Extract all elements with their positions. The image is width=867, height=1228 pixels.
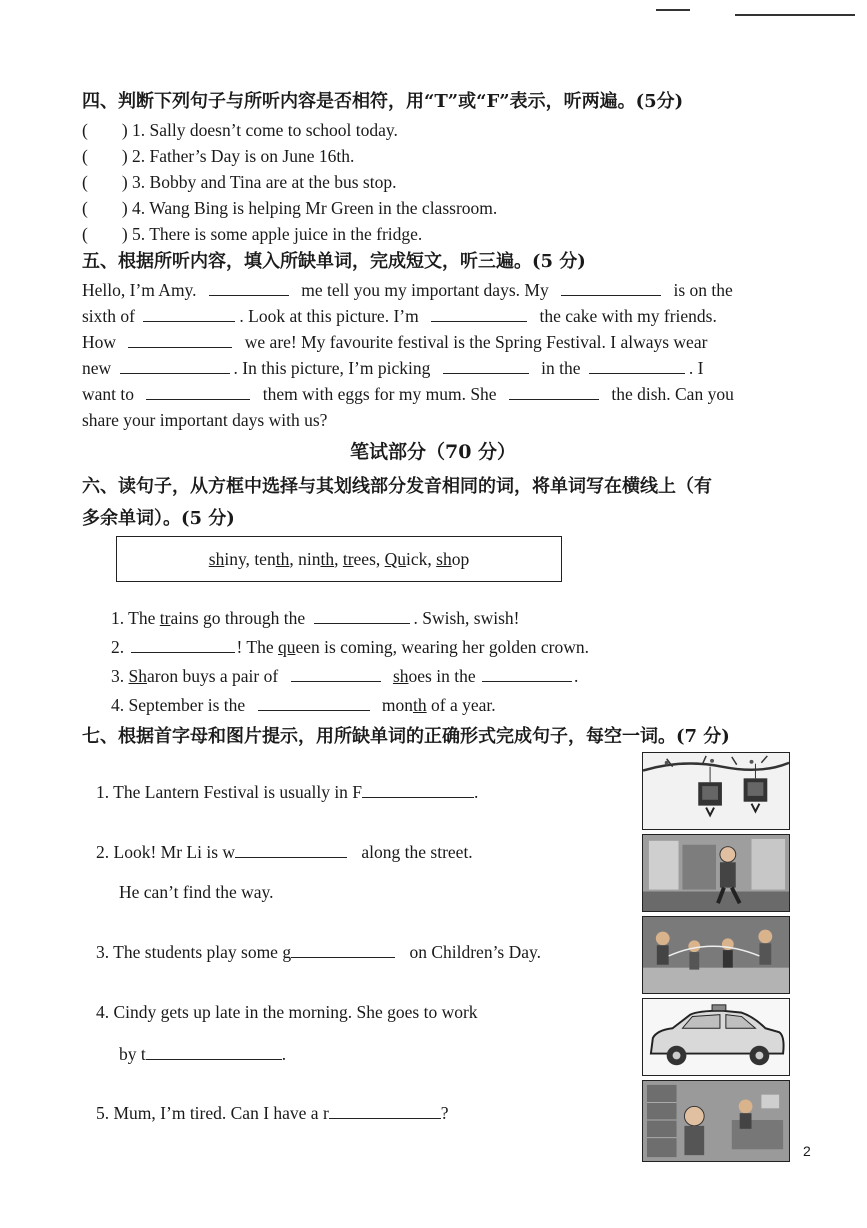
s7-question-2b: He can’t find the way. — [119, 882, 274, 902]
answer-blank[interactable] — [314, 607, 410, 624]
section-6-title-line1: 六、读句子，从方框中选择与其划线部分发音相同的词，将单词写在横线上（有 — [82, 476, 712, 497]
answer-blank[interactable] — [235, 841, 347, 858]
s4-item-1 — [82, 119, 398, 141]
s5-line-2 — [82, 305, 717, 327]
open-paren: ( — [82, 224, 88, 244]
s6-question-4: 4. September is the month of a year. — [111, 695, 496, 715]
street-picture — [642, 834, 790, 912]
text: new — [82, 358, 112, 378]
close-paren: ) — [121, 146, 128, 166]
text: in the — [541, 358, 581, 378]
s4-item-2 — [82, 145, 354, 167]
s5-line-3 — [82, 331, 707, 353]
close-paren: ) — [121, 224, 128, 244]
rest-picture — [642, 1080, 790, 1162]
top-rule-right — [735, 14, 855, 16]
s4-item-text: 1. Sally doesn’t come to school today. — [132, 120, 398, 140]
word-option: shiny, — [208, 549, 250, 569]
text: sixth of — [82, 306, 135, 326]
answer-blank[interactable] — [561, 279, 661, 296]
answer-blank[interactable] — [131, 636, 235, 653]
page-number: 2 — [803, 1143, 811, 1159]
text: want to — [82, 384, 135, 404]
top-rule-left — [656, 9, 690, 11]
s6-question-2: 2. ! The queen is coming, wearing her golden crown. — [111, 637, 589, 657]
text: is on the — [673, 280, 733, 300]
s4-item-text: 4. Wang Bing is helping Mr Green in the classroom. — [132, 198, 498, 218]
s4-item-3 — [82, 171, 396, 193]
text: . I — [688, 358, 704, 378]
answer-blank[interactable] — [362, 781, 474, 798]
word-box — [116, 536, 562, 582]
answer-blank[interactable] — [589, 357, 685, 374]
answer-blank[interactable] — [143, 305, 235, 322]
answer-blank[interactable] — [291, 941, 395, 958]
text: How — [82, 332, 117, 352]
text: . Look at this picture. I’m — [239, 306, 419, 326]
s5-line-5 — [82, 383, 734, 405]
answer-blank[interactable] — [443, 357, 529, 374]
written-part-title: 笔试部分（70 分） — [350, 441, 517, 463]
s6-question-3: 3. Sharon buys a pair of shoes in the . — [111, 666, 579, 686]
section-7-title: 七、根据首字母和图片提示，用所缺单词的正确形式完成句子，每空一词。(7 分) — [82, 726, 730, 747]
s4-item-5 — [82, 223, 422, 245]
s4-item-4 — [82, 197, 497, 219]
open-paren: ( — [82, 172, 88, 192]
answer-blank[interactable] — [128, 331, 232, 348]
s4-item-text: 3. Bobby and Tina are at the bus stop. — [132, 172, 397, 192]
close-paren: ) — [121, 120, 128, 140]
word-option: trees, — [342, 549, 381, 569]
text: . In this picture, I’m picking — [233, 358, 431, 378]
open-paren: ( — [82, 198, 88, 218]
answer-blank[interactable] — [209, 279, 289, 296]
answer-blank[interactable] — [509, 383, 599, 400]
answer-blank[interactable] — [482, 665, 572, 682]
s7-question-4b: by t . — [119, 1044, 287, 1064]
s7-question-4: 4. Cindy gets up late in the morning. She goes to work — [96, 1002, 478, 1022]
s5-line-6: share your important days with us? — [82, 410, 328, 430]
s5-line-1 — [82, 279, 733, 301]
section-5-title: 五、根据所听内容，填入所缺单词，完成短文，听三遍。(5 分) — [82, 251, 586, 272]
lantern-picture — [642, 752, 790, 830]
section-6-title-line2: 多余单词）。(5 分) — [82, 508, 235, 529]
open-paren: ( — [82, 120, 88, 140]
s7-question-3: 3. The students play some g on Children’s Day. — [96, 942, 542, 962]
answer-blank[interactable] — [431, 305, 527, 322]
answer-blank[interactable] — [146, 1043, 282, 1060]
answer-blank[interactable] — [258, 694, 370, 711]
answer-blank[interactable] — [329, 1102, 441, 1119]
s7-question-2: 2. Look! Mr Li is w along the street. — [96, 842, 473, 862]
s4-item-text: 2. Father’s Day is on June 16th. — [132, 146, 355, 166]
s7-question-5: 5. Mum, I’m tired. Can I have a r ? — [96, 1103, 449, 1123]
text: the dish. Can you — [611, 384, 734, 404]
taxi-picture — [642, 998, 790, 1076]
text: me tell you my important days. My — [301, 280, 549, 300]
s7-question-1: 1. The Lantern Festival is usually in F . — [96, 782, 479, 802]
word-option: shop — [436, 549, 470, 569]
close-paren: ) — [121, 172, 128, 192]
games-picture — [642, 916, 790, 994]
answer-blank[interactable] — [146, 383, 250, 400]
answer-blank[interactable] — [291, 665, 381, 682]
text: the cake with my friends. — [539, 306, 717, 326]
s4-item-text: 5. There is some apple juice in the fridge. — [132, 224, 423, 244]
close-paren: ) — [121, 198, 128, 218]
text: we are! My favourite festival is the Spring Festival. I always wear — [244, 332, 708, 352]
word-option: ninth, — [298, 549, 339, 569]
section-4-title: 四、判断下列句子与所听内容是否相符，用“T”或“F”表示，听两遍。(5分) — [82, 91, 684, 112]
s5-line-4 — [82, 357, 703, 379]
word-option: tenth, — [254, 549, 294, 569]
text: Hello, I’m Amy. — [82, 280, 197, 300]
s6-question-1: 1. The trains go through the . Swish, swish! — [111, 608, 520, 628]
word-option: Quick, — [384, 549, 432, 569]
text: them with eggs for my mum. She — [262, 384, 497, 404]
open-paren: ( — [82, 146, 88, 166]
answer-blank[interactable] — [120, 357, 230, 374]
